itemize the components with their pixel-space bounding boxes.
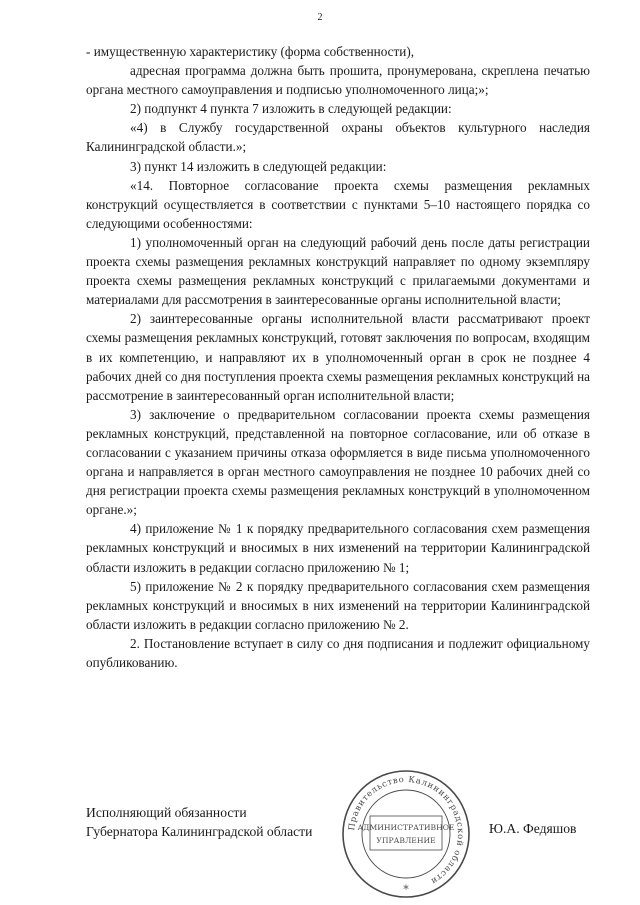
paragraph-item-5: 5) приложение № 2 к порядку предварительного согласования схем размещения рекламных конструкций и вносимых в них изменений на территории Калининградской области изложить в редакции согласно приложению № 2. [86,578,590,632]
paragraph-item-4: 4) приложение № 1 к порядку предварительного согласования схем размещения рекламных конструкций и вносимых в них изменений на территории Калининградской области изложить в редакции согласно приложению № 1; [86,521,590,575]
seal-inner-ring [362,790,450,878]
paragraph-clause-14: «14. Повторное согласование проекта схемы размещения рекламных конструкций осуществляется в соответствии с пунктами 5–10 настоящего порядка со следующими особенностями: [86,177,590,231]
signatory-position-line2: Губернатора Калининградской области [86,824,313,839]
document-body [86,42,590,672]
seal-ring-text: Правительство Калининградской области [346,773,467,888]
paragraph-item-3: 3) пункт 14 изложить в следующей редакции: [130,158,387,174]
paragraph-effective-date: 2. Постановление вступает в силу со дня подписания и подлежит официальному опубликованию. [86,635,590,670]
paragraph-subclause-1: 1) уполномоченный орган на следующий рабочий день после даты регистрации проекта схемы размещения рекламных конструкций направляет по одному экземпляру проекта схемы размещения рекламных конструкций с прилагаемыми документами и материалами для рассмотрения в заинтересованные органы исполнительной власти; [86,234,590,308]
paragraph-subclause-3: 3) заключение о предварительном согласовании проекта схемы размещения рекламных конструкций, представленной на повторное согласование, или об отказе в согласовании с указанием причины отказа оформляется в виде письма уполномоченного органа и направляется в орган местного самоуправления не позднее 10 рабочих дней со дня регистрации проекта схемы размещения рекламных конструкций в уполномоченном органе.»; [86,406,590,518]
official-seal [340,768,472,900]
seal-center-line1: АДМИНИСТРАТИВНОЕ [357,823,455,832]
page-number: 2 [317,12,323,23]
paragraph-subclause-2: 2) заинтересованные органы исполнительной власти рассматривают проект схемы размещения рекламных конструкций, готовят заключения по вопросам, входящим в их компетенцию, и направляют их в уполномоченный орган в срок не позднее 4 рабочих дней со дня поступления проекта схемы размещения рекламных конструкций на рассмотрение в заинтересованный орган исполнительной власти; [86,311,590,403]
paragraph-address-program: адресная программа должна быть прошита, пронумерована, скреплена печатью органа местного самоуправления и подписью уполномоченного лица;»; [86,63,590,98]
paragraph-item-2-text: «4) в Службу государственной охраны объектов культурного наследия Калининградской области.»; [86,120,590,155]
paragraph-item-2: 2) подпункт 4 пункта 7 изложить в следующей редакции: [130,101,452,117]
signatory-name: Ю.А. Федяшов [489,821,577,836]
seal-center-line2: УПРАВЛЕНИЕ [376,836,436,845]
seal-star: * [403,883,409,896]
paragraph-property-type: - имущественную характеристику (форма собственности), [86,44,415,59]
signatory-position [86,803,312,841]
signatory-position-line1: Исполняющий обязанности [86,805,247,820]
